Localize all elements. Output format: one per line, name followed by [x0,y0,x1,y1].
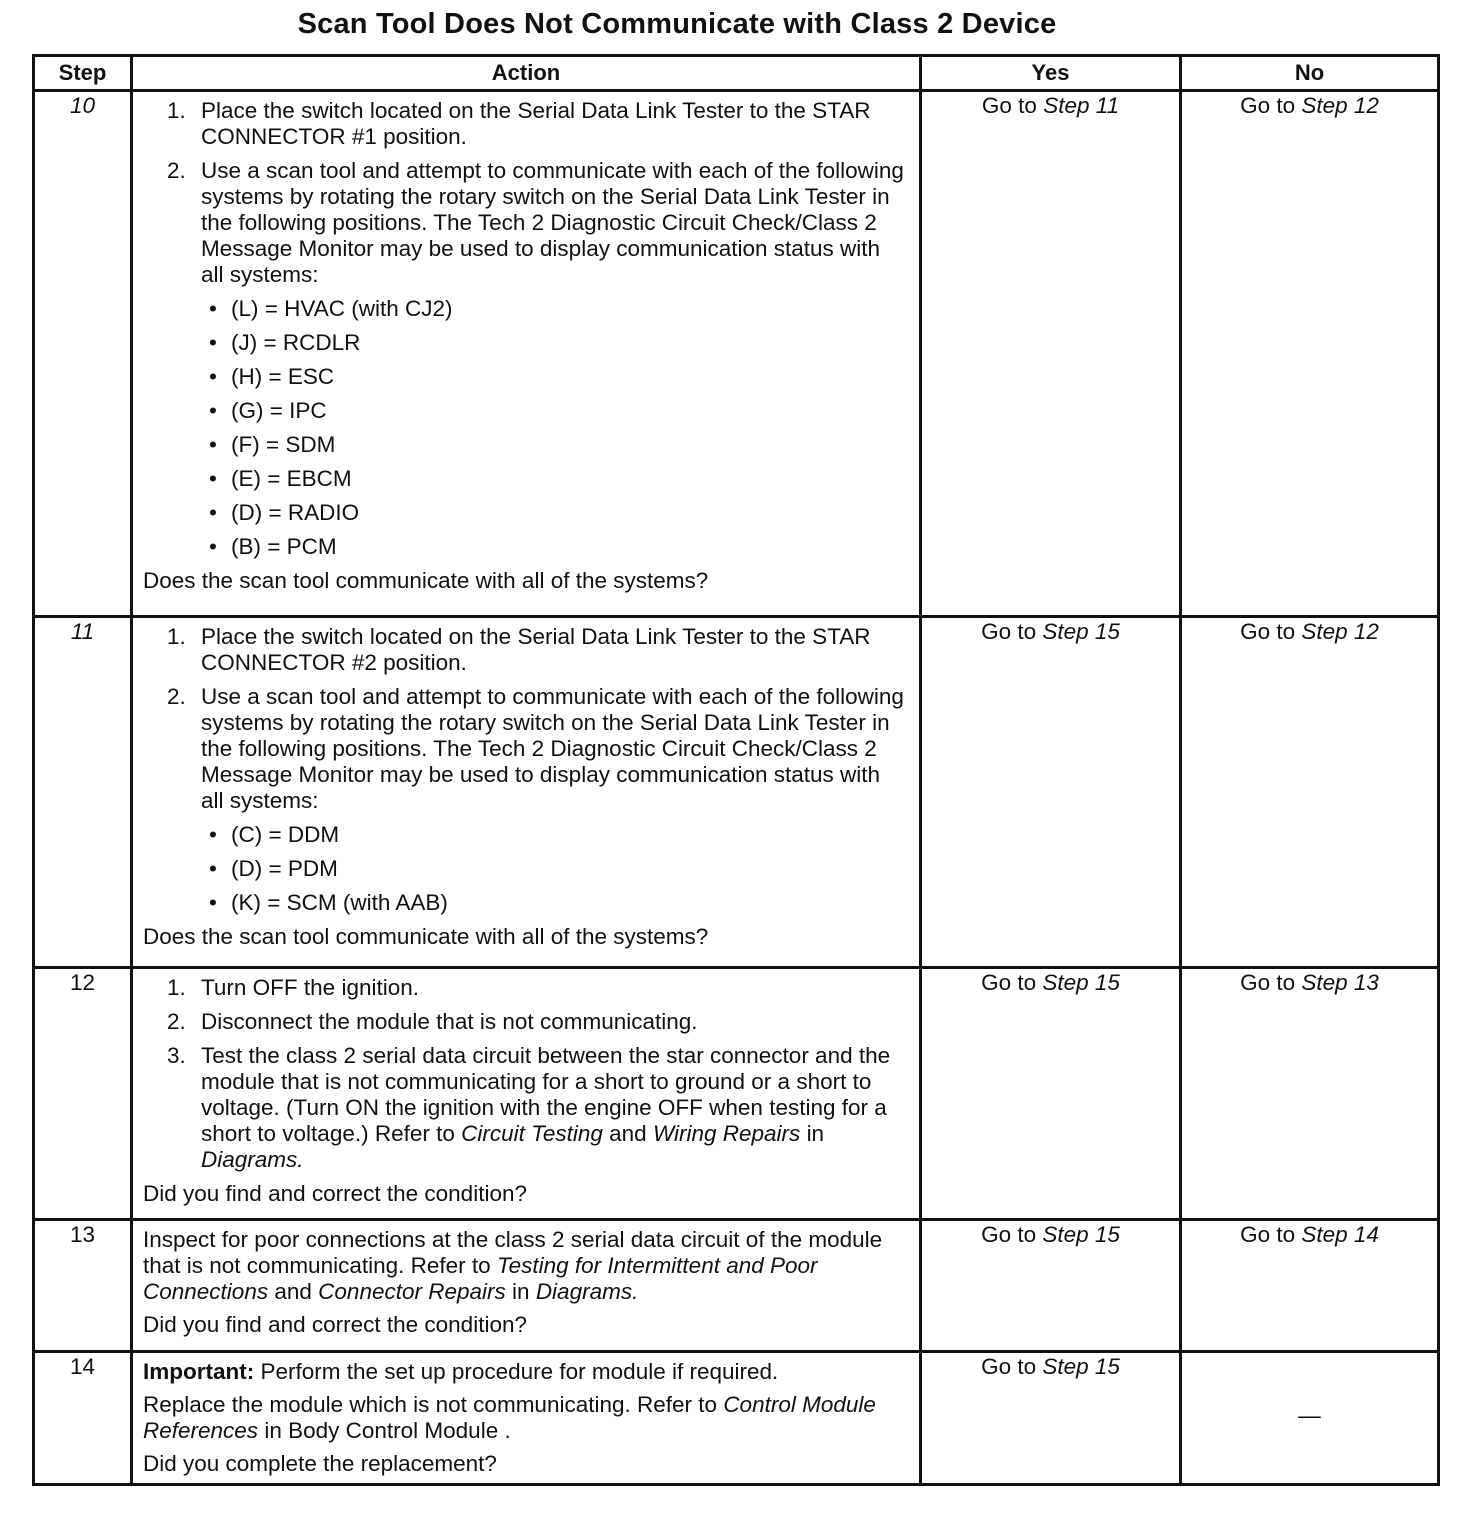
question-text: Did you find and correct the condition? [143,1312,527,1337]
action-cell [132,968,921,1220]
bullet-item: • (D) = PDM [209,856,338,881]
yes-step-link[interactable]: Step 15 [1042,1222,1120,1247]
table-row-step-10 [34,91,1439,617]
list-item: 2. Use a scan tool and attempt to communicate with each of the following systems by rotating the rotary switch on the Serial Data Link Tester in the following positions. The Tech 2 Diagnostic Circuit Check/Class 2 Message Monitor may be used to display communication status with all systems: [167,684,904,813]
header-no: No [1181,56,1439,91]
yes-cell: Go to Step 15 [921,1352,1181,1485]
list-item: 3. Test the class 2 serial data circuit between the star connector and the module that is not communicating for a short to ground or a short to voltage. (Turn ON the ignition with the engine OFF when testing for a short to voltage.) Refer to Circuit Testing and Wiring Repairs in Diagrams. [167,1043,891,1172]
question-text: Does the scan tool communicate with all of the systems? [143,924,709,949]
yes-cell: Go to Step 15 [921,617,1181,968]
yes-step-link[interactable]: Step 15 [1042,1354,1120,1379]
list-item: 2. Disconnect the module that is not communicating. [167,1009,698,1034]
list-item: 1. Place the switch located on the Serial Data Link Tester to the STAR CONNECTOR #1 position. [167,98,871,149]
control-module-references-link[interactable]: Control Module References [143,1392,876,1443]
no-cell: Go to Step 12 [1181,91,1439,617]
no-step-link[interactable]: Step 12 [1301,619,1379,644]
step-number: 13 [34,1220,132,1352]
table-row-step-14 [34,1352,1439,1485]
testing-intermittent-link[interactable]: Testing for Intermittent and Poor Connections [143,1253,818,1304]
no-cell: Go to Step 14 [1181,1220,1439,1352]
bullet-item: • (J) = RCDLR [209,330,361,355]
list-item: 1. Place the switch located on the Serial Data Link Tester to the STAR CONNECTOR #2 position. [167,624,871,675]
diagrams-link[interactable]: Diagrams. [535,1279,639,1304]
step-number: 14 [34,1352,132,1485]
list-item: 2. Use a scan tool and attempt to communicate with each of the following systems by rotating the rotary switch on the Serial Data Link Tester in the following positions. The Tech 2 Diagnostic Circuit Check/Class 2 Message Monitor may be used to display communication status with all systems: [167,158,904,287]
table-row-step-13 [34,1220,1439,1352]
table-row-step-12 [34,968,1439,1220]
bullet-item: • (G) = IPC [209,398,327,423]
diagrams-link[interactable]: Diagrams. [201,1147,304,1172]
question-text: Did you complete the replacement? [143,1451,497,1476]
connector-repairs-link[interactable]: Connector Repairs [318,1279,506,1304]
bullet-item: • (K) = SCM (with AAB) [209,890,448,915]
header-action: Action [132,56,921,91]
action-cell [132,617,921,968]
header-step: Step [34,56,132,91]
header-row [34,56,1439,91]
yes-step-link[interactable]: Step 15 [1042,970,1120,995]
instruction-text: Inspect for poor connections at the class 2 serial data circuit of the module that is not communicating. Refer to Testing for Intermittent and Poor Connections and Connector Repairs in Diagrams. [143,1227,883,1304]
yes-cell: Go to Step 11 [921,91,1181,617]
diagnostic-table [32,54,1440,1486]
bullet-item: • (H) = ESC [209,364,335,389]
bullet-item: • (E) = EBCM [209,466,352,491]
no-cell [1181,1352,1439,1485]
list-item: 1. Turn OFF the ignition. [167,975,420,1000]
no-cell: Go to Step 12 [1181,617,1439,968]
no-step-link[interactable]: Step 14 [1301,1222,1379,1247]
yes-step-link[interactable]: Step 11 [1043,93,1120,118]
question-text: Does the scan tool communicate with all of the systems? [143,568,709,593]
question-text: Did you find and correct the condition? [143,1181,527,1206]
step-number: 12 [34,968,132,1220]
bullet-item: • (C) = DDM [209,822,340,847]
yes-step-link[interactable]: Step 15 [1042,619,1120,644]
no-dash: — [1298,1402,1321,1428]
action-cell [132,91,921,617]
step-number: 10 [34,91,132,617]
step-number: 11 [34,617,132,968]
table-row-step-11 [34,617,1439,968]
action-cell [132,1352,921,1485]
important-label: Important: [143,1359,255,1384]
bullet-item: • (D) = RADIO [209,500,360,525]
page-title: Scan Tool Does Not Communicate with Class 2 Device [297,8,1057,40]
header-yes: Yes [921,56,1181,91]
important-note: Important: Perform the set up procedure for module if required. [143,1359,779,1384]
bullet-item: • (F) = SDM [209,432,336,457]
no-step-link[interactable]: Step 12 [1301,93,1379,118]
yes-cell: Go to Step 15 [921,968,1181,1220]
wiring-repairs-link[interactable]: Wiring Repairs [652,1121,801,1146]
no-step-link[interactable]: Step 13 [1301,970,1379,995]
yes-cell: Go to Step 15 [921,1220,1181,1352]
circuit-testing-link[interactable]: Circuit Testing [461,1121,603,1146]
bullet-item: • (B) = PCM [209,534,337,559]
bullet-item: • (L) = HVAC (with CJ2) [209,296,453,321]
no-cell: Go to Step 13 [1181,968,1439,1220]
instruction-text: Replace the module which is not communicating. Refer to Control Module References in Body Control Module . [143,1392,876,1443]
action-cell [132,1220,921,1352]
